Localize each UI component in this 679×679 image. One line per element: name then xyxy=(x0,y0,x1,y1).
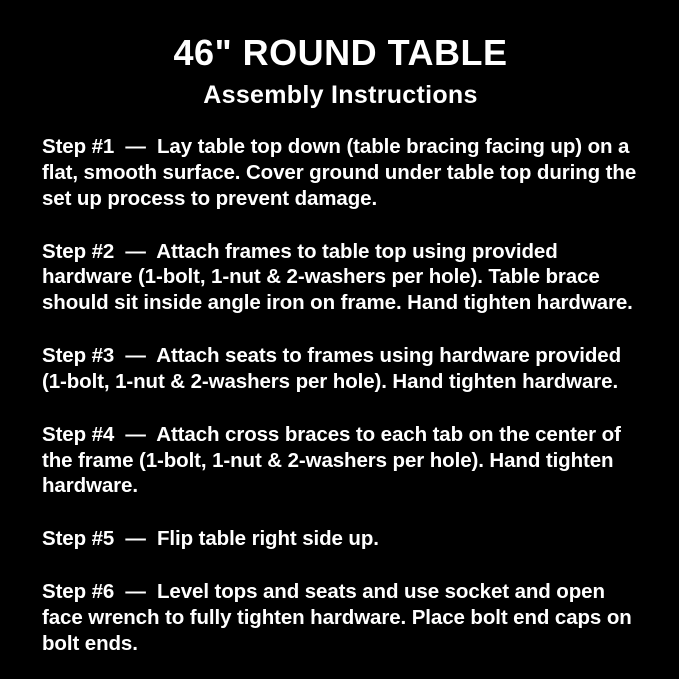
step-6-paragraph: Step #6 — Level tops and seats and use socket and open face wrench to fully tighten hardware. Place bolt end caps on bolt ends. xyxy=(42,580,638,655)
step-5-paragraph: Step #5 — Flip table right side up. xyxy=(42,527,379,551)
step-1-paragraph: Step #1 — Lay table top down (table bracing facing up) on a flat, smooth surface. Cover ground under table top during the set up process to prevent damage. xyxy=(42,135,642,210)
page-title: 46" ROUND TABLE xyxy=(173,32,508,73)
step-2-paragraph: Step #2 — Attach frames to table top using provided hardware (1-bolt, 1-nut & 2-washers per hole). Table brace should sit inside angle iron on frame. Hand tighten hardware. xyxy=(42,239,633,315)
step-4-paragraph: Step #4 — Attach cross braces to each tab on the center of the frame (1-bolt, 1-nut & 2-washers per hole). Hand tighten hardware. xyxy=(42,422,627,498)
step-3-paragraph: Step #3 — Attach seats to frames using hardware provided (1-bolt, 1-nut & 2-washers per hole). Hand tighten hardware. xyxy=(42,344,627,393)
page-subtitle: Assembly Instructions xyxy=(203,81,478,110)
